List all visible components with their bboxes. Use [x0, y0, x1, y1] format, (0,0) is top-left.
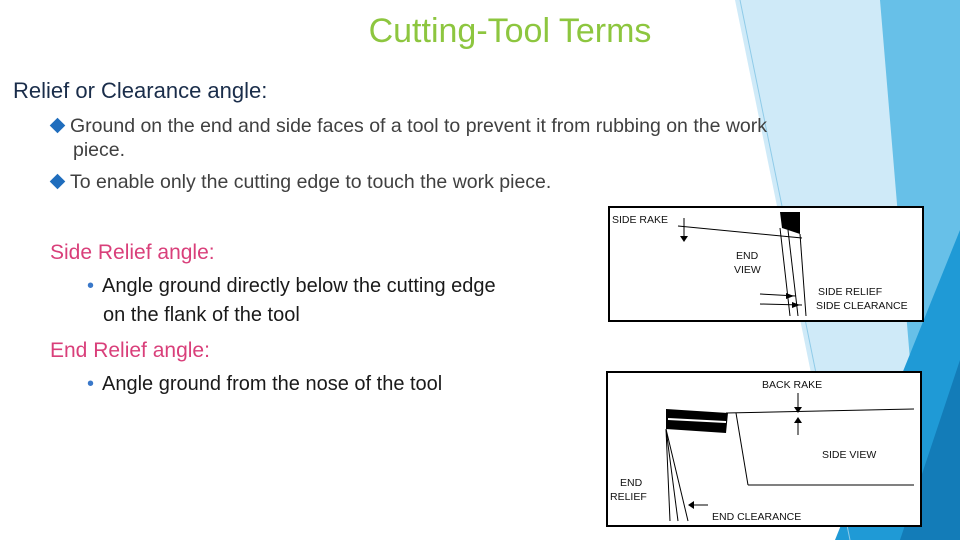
end-relief-point: • Angle ground from the nose of the tool	[87, 373, 443, 395]
back-rake-label: BACK RAKE	[762, 379, 823, 391]
side-relief-point-continued: on the flank of the tool	[103, 304, 300, 326]
bullet-item-1	[52, 115, 767, 137]
end-relief-heading: End Relief angle:	[50, 339, 210, 362]
bullet-item-1-continued: piece.	[73, 139, 126, 161]
dot-bullet-icon: •	[87, 275, 95, 297]
side-view-diagram	[606, 371, 922, 527]
diamond-bullet-icon	[50, 118, 66, 134]
side-view-label: SIDE VIEW	[822, 449, 877, 461]
bullet-text: Ground on the end and side faces of a tool to prevent it from rubbing on the work	[70, 115, 768, 137]
side-relief-heading: Side Relief angle:	[50, 241, 215, 264]
bullet-item-2	[52, 171, 551, 193]
end-view-label-line2: VIEW	[734, 264, 761, 276]
side-relief-point: • Angle ground directly below the cutting edge	[87, 275, 496, 297]
end-clearance-label: END CLEARANCE	[712, 511, 802, 523]
diamond-bullet-icon	[50, 174, 66, 190]
side-rake-label: SIDE RAKE	[612, 214, 669, 226]
bullet-text: To enable only the cutting edge to touch the work piece.	[70, 171, 552, 193]
side-relief-label: SIDE RELIEF	[818, 286, 883, 298]
end-relief-label-line1: END	[620, 477, 643, 489]
end-relief-label-line2: RELIEF	[610, 491, 647, 503]
side-clearance-label: SIDE CLEARANCE	[816, 300, 908, 312]
end-view-label-line1: END	[736, 250, 759, 262]
end-view-diagram	[608, 206, 924, 322]
relief-heading: Relief or Clearance angle:	[13, 78, 268, 103]
dot-bullet-icon: •	[87, 373, 95, 395]
slide-title: Cutting-Tool Terms	[368, 12, 652, 50]
